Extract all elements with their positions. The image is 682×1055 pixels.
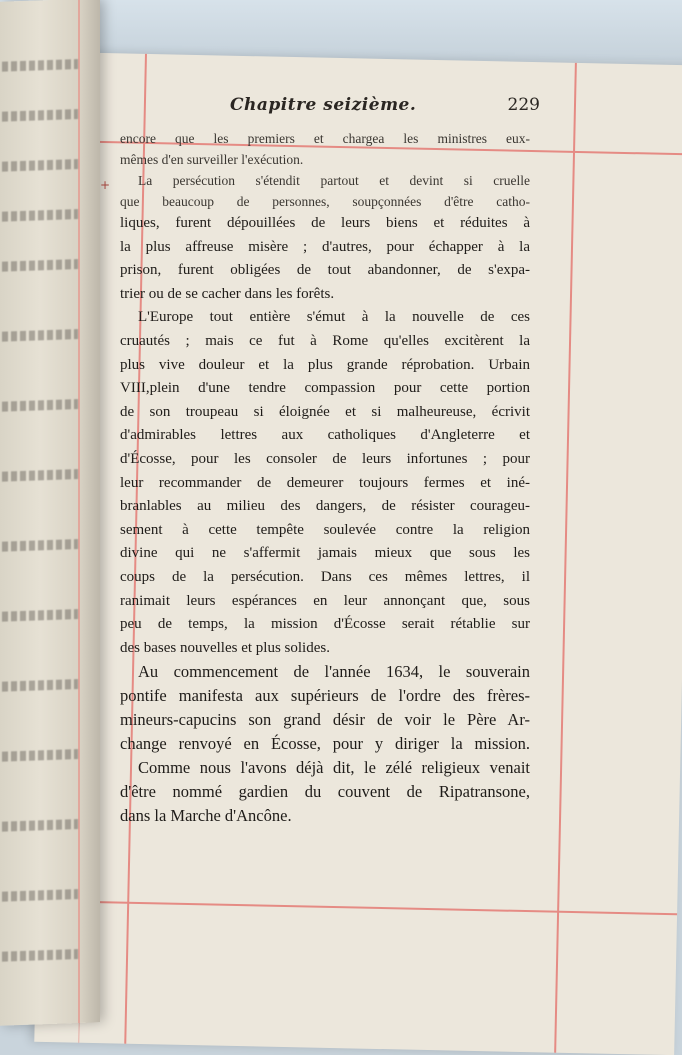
facing-page-text-line [2,609,78,622]
bottom-margin-rule [37,900,677,915]
facing-page-margin-rule [78,0,80,1023]
facing-page-text-line [2,399,78,412]
text-line: cruautés ; mais ce fut à Rome qu'elles excitèrent la [120,332,530,349]
text-line: ranimait leurs espérances en leur annonçant que, sous [120,592,530,609]
facing-page-text-line [2,949,78,962]
chapter-title: Chapitre seizième. [230,95,417,115]
text-line: peu de temps, la mission d'Écosse serait rétablie sur [120,616,530,633]
text-line: change renvoyé en Écosse, pour y diriger la mission. [120,734,530,754]
text-line: Au commencement de l'année 1634, le souverain [138,662,530,682]
text-line: d'Écosse, pour les consoler de leurs infortunes ; pour [120,450,530,467]
text-line: branlables au milieu des dangers, de résister courageu- [120,498,530,515]
facing-page-text-line [2,889,78,902]
text-line: trier ou de se cacher dans les forêts. [120,285,335,302]
right-margin-rule [554,63,577,1053]
text-line: plus vive douleur et la plus grande réprobation. Urbain [120,356,530,373]
text-line: sement à cette tempête soulevée contre la religion [120,521,530,538]
text-line: prison, furent obligées de tout abandonner, de s'expa- [120,262,530,279]
facing-page-text-line [2,749,78,762]
text-line: L'Europe tout entière s'émut à la nouvelle de ces [138,309,530,326]
facing-page-text-line [2,209,78,222]
facing-page-text-line [2,329,78,342]
text-line: des bases nouvelles et plus solides. [120,639,330,656]
text-line: divine qui ne s'affermit jamais mieux que sous les [120,545,530,562]
background-wall [0,0,682,60]
text-line: encore que les premiers et chargea les ministres eux- [120,131,530,146]
text-line: La persécution s'étendit partout et devint si cruelle [138,173,530,188]
text-line: coups de la persécution. Dans ces mêmes lettres, il [120,568,530,585]
facing-page-text-line [2,59,78,72]
facing-page-text-line [2,469,78,482]
margin-mark: + [100,178,111,192]
text-line: pontife manifesta aux supérieurs de l'ordre des frères- [120,686,530,706]
text-line: Comme nous l'avons déjà dit, le zélé religieux venait [138,758,530,778]
text-line: d'admirables lettres aux catholiques d'Angleterre et [120,427,530,444]
facing-page-text-line [2,109,78,122]
facing-page-text-line [2,159,78,172]
text-line: liques, furent dépouillées de leurs biens et réduites à [120,215,530,231]
text-line: que beaucoup de personnes, soupçonnées d'être catho- [120,194,530,209]
text-line: dans la Marche d'Ancône. [120,806,292,826]
page-number: 229 [507,95,540,115]
facing-page-text-line [2,539,78,552]
text-line: de son troupeau si éloignée et si malheureuse, écrivit [120,403,530,420]
body-text [120,128,530,828]
facing-page [0,0,100,1026]
text-line: la plus affreuse misère ; d'autres, pour échapper à la [120,238,530,255]
text-line: VIII,plein d'une tendre compassion pour cette portion [120,380,530,397]
text-line: d'être nommé gardien du couvent de Ripatransone, [120,782,530,802]
text-line: mêmes d'en surveiller l'exécution. [120,152,304,167]
facing-page-text-line [2,259,78,272]
text-line: mineurs-capucins son grand désir de voir le Père Ar- [120,710,530,730]
text-line: leur recommander de demeurer toujours fermes et iné- [120,474,530,491]
facing-page-text-line [2,679,78,692]
facing-page-text-line [2,819,78,832]
running-header [150,95,560,125]
